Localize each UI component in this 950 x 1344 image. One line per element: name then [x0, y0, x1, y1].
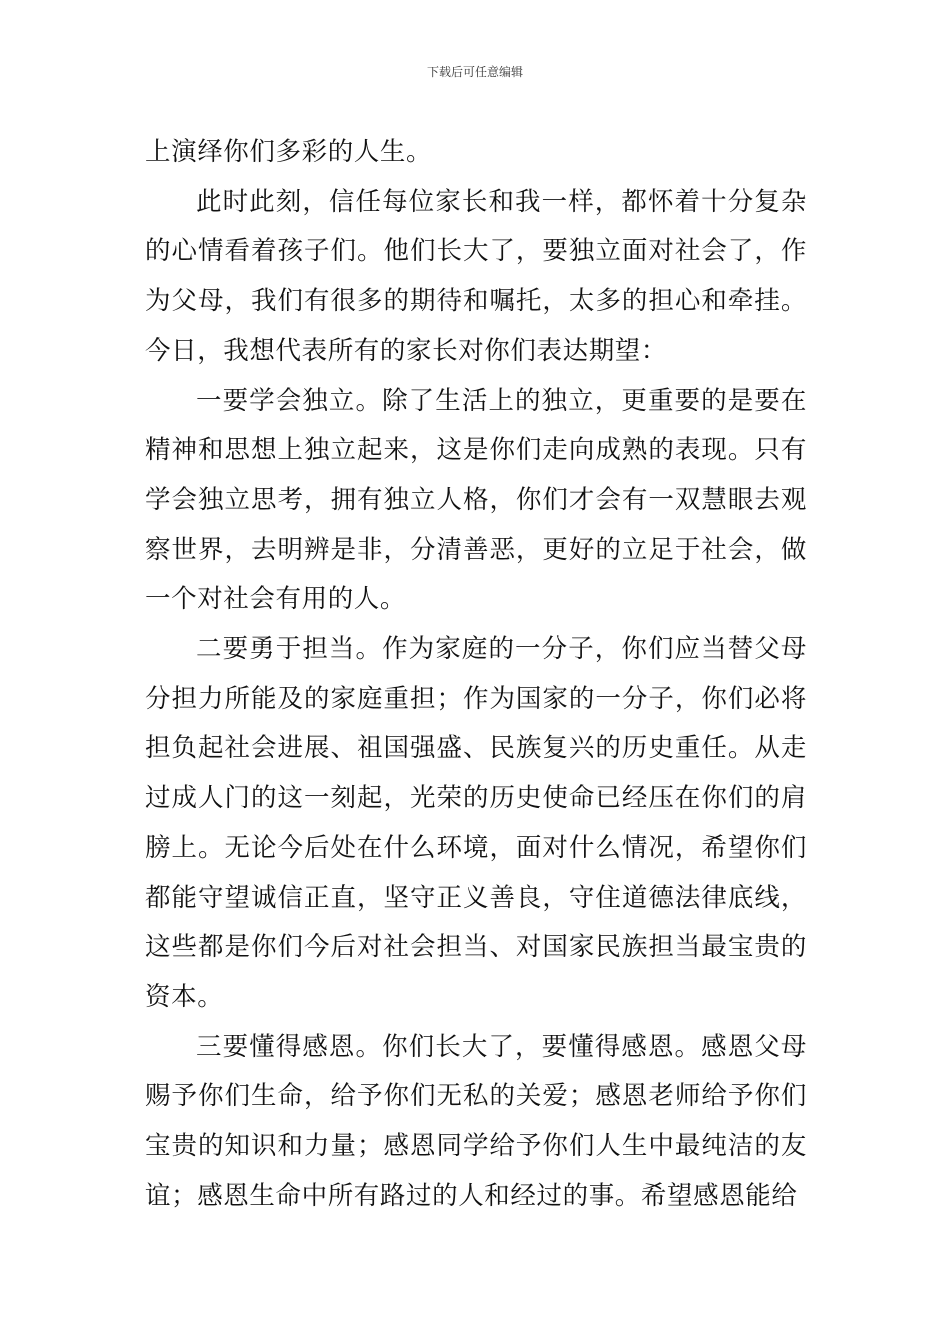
paragraph-5: 三要懂得感恩。你们长大了，要懂得感恩。感恩父母赐予你们生命，给予你们无私的关爱；感恩老师给予你们宝贵的知识和力量；感恩同学给予你们人生中最纯洁的友谊；感恩生命中所有路过的人和经过的事。希望感恩能给 [145, 1031, 807, 1211]
paragraph-3: 一要学会独立。除了生活上的独立，更重要的是要在精神和思想上独立起来，这是你们走向成熟的表现。只有学会独立思考，拥有独立人格，你们才会有一双慧眼去观察世界，去明辨是非，分清善恶，更好的立足于社会，做一个对社会有用的人。 [145, 385, 807, 615]
page-header: 下载后可任意编辑 [426, 65, 523, 79]
paragraph-2: 此时此刻，信任每位家长和我一样，都怀着十分复杂的心情看着孩子们。他们长大了，要独立面对社会了，作为父母，我们有很多的期待和嘱托，太多的担心和牵挂。今日，我想代表所有的家长对你们表达期望： [145, 186, 807, 366]
paragraph-1: 上演绎你们多彩的人生。 [145, 137, 433, 167]
document-body [145, 128, 807, 1221]
paragraph-4: 二要勇于担当。作为家庭的一分子，你们应当替父母分担力所能及的家庭重担；作为国家的一分子，你们必将担负起社会进展、祖国强盛、民族复兴的历史重任。从走过成人门的这一刻起，光荣的历史使命已经压在你们的肩膀上。无论今后处在什么环境，面对什么情况，希望你们都能守望诚信正直，坚守正义善良，守住道德法律底线，这些都是你们今后对社会担当、对国家民族担当最宝贵的资本。 [145, 634, 807, 1012]
